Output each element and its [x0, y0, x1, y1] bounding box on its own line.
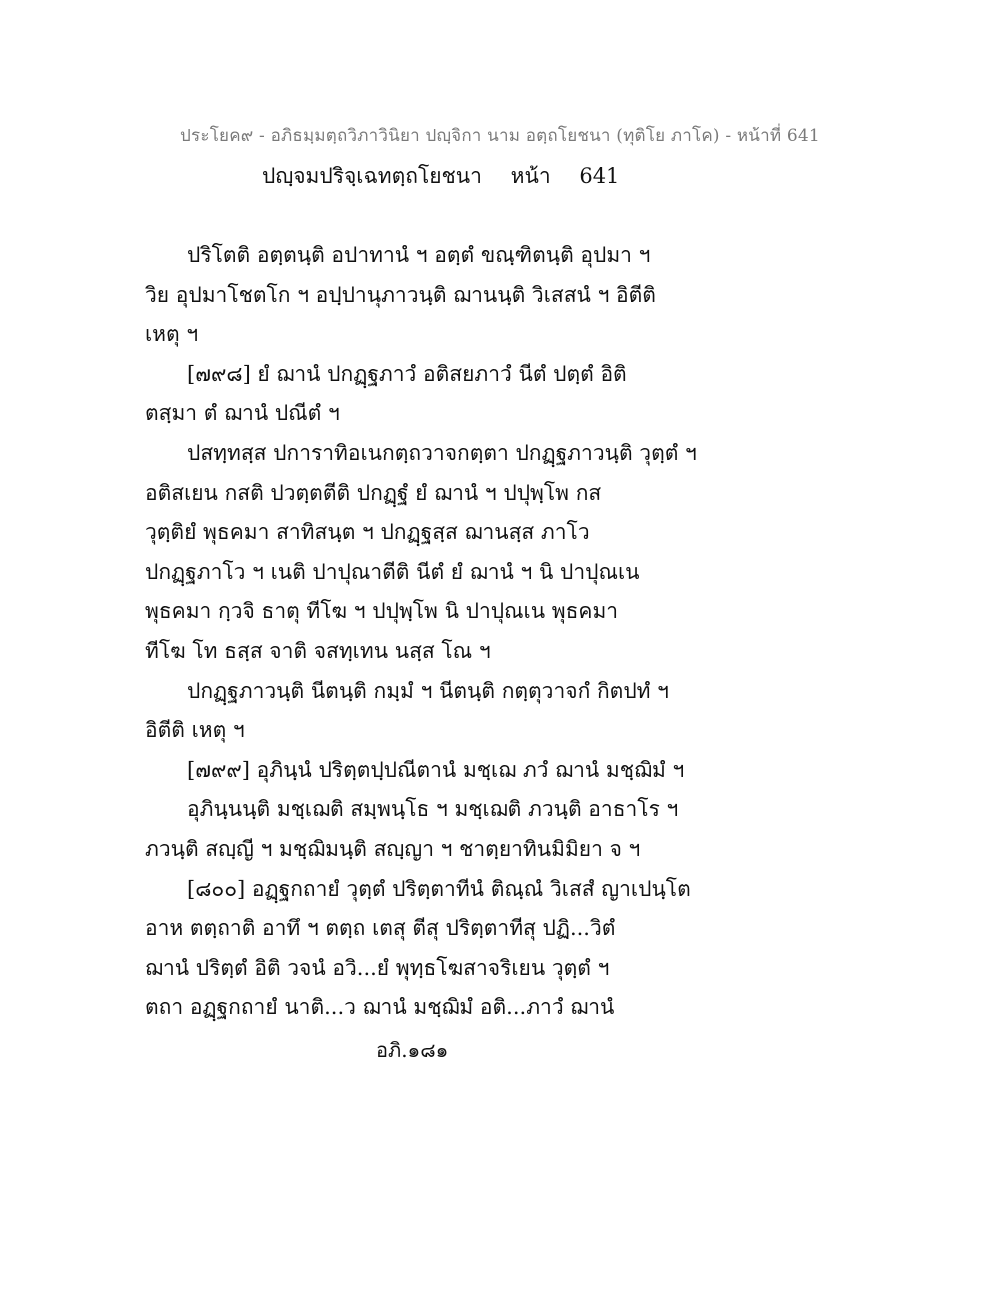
page-footer-signature: อภิ.๑๘๑: [376, 1038, 449, 1062]
text-line: [๗๙๘] ยํ ฌานํ ปกฏฺฐภาวํ อติสยภาวํ นีตํ ปตฺตํ อิติ: [187, 361, 627, 386]
running-header: ประโยค๙ - อภิธมฺมตฺถวิภาวินิยา ปญฺจิกา นาม อตฺถโยชนา (ทุติโย ภาโค) - หน้าที่ 641: [180, 126, 820, 146]
page-label: หน้า: [510, 164, 551, 188]
text-line: ปกฏฺฐภาโว ฯ เนติ ปาปุณาตีติ นีตํ ยํ ฌานํ ฯ นิ ปาปุณเน: [145, 559, 640, 584]
text-line: [๘๐๐] อฏฺฐกถายํ วุตฺตํ ปริตฺตาทีนํ ติณฺณํ วิเสสํ ญาเปนฺโต: [187, 876, 691, 901]
text-line: ปกฏฺฐภาวนฺติ นีตนฺติ กมฺมํ ฯ นีตนฺติ กตฺตุวาจกํ กิตปทํ ฯ: [187, 678, 669, 703]
text-line: ตถา อฏฺฐกถายํ นาติ...ว ฌานํ มชฺฌิมํ อติ...ภาวํ ฌานํ: [145, 995, 615, 1020]
text-line: เหตุ ฯ: [145, 322, 199, 347]
page-heading: [262, 160, 619, 193]
text-line: ปริโตติ อตฺตนฺติ อปาทานํ ฯ อตฺตํ ขณฺฑิตนฺติ อุปมา ฯ: [187, 243, 651, 267]
text-line: พุธคมา กฺวจิ ธาตุ ทีโฆ ฯ ปปุพฺโพ นิ ปาปุณเน พุธคมา: [145, 599, 619, 624]
text-line: ทีโฆ โท ธสฺส จาติ จสทฺเทน นสฺส โณ ฯ: [145, 638, 491, 663]
text-line: วิย อุปมาโชตโก ฯ อปฺปานุภาวนฺติ ฌานนฺติ วิเสสนํ ฯ อิตีติ: [145, 282, 656, 307]
section-title: ปญฺจมปริจฺเฉทตฺถโยชนา: [262, 164, 482, 188]
text-line: อิตีติ เหตุ ฯ: [145, 718, 245, 743]
text-line: ภวนฺติ สญฺญี ฯ มชฺฌิมนฺติ สญฺญา ฯ ชาตฺยาทินมิมิยา จ ฯ: [145, 836, 641, 861]
text-line: [๗๙๙] อุภินฺนํ ปริตฺตปฺปณีตานํ มชฺเฌ ภวํ ฌานํ มชฺฌิมํ ฯ: [187, 757, 685, 782]
text-line: อาห ตตฺถาติ อาทึ ฯ ตตฺถ เตสุ ตีสุ ปริตฺตาทีสุ ปฏิ...วิตํ: [145, 916, 616, 941]
body-text: [145, 236, 865, 1028]
text-line: วุตฺติยํ พุธคมา สาทิสนฺต ฯ ปกฏฺฐสฺส ฌานสฺส ภาโว: [145, 520, 590, 545]
text-line: ปสทฺทสฺส ปการาทิอเนกตฺถวาจกตฺตา ปกฏฺฐภาวนฺติ วุตฺตํ ฯ: [187, 440, 697, 465]
page-number: 641: [579, 164, 620, 188]
text-line: อุภินฺนนฺติ มชฺเฌติ สมฺพนฺโธ ฯ มชฺเฌติ ภวนฺติ อาธาโร ฯ: [187, 797, 679, 822]
text-line: ตสฺมา ตํ ฌานํ ปณีตํ ฯ: [145, 401, 340, 426]
text-line: ฌานํ ปริตฺตํ อิติ วจนํ อวิ...ยํ พุทฺธโฆสาจริเยน วุตฺตํ ฯ: [145, 955, 610, 980]
text-line: อติสเยน กสติ ปวตฺตตีติ ปกฏฺฐํ ยํ ฌานํ ฯ ปปุพฺโพ กส: [145, 480, 602, 505]
